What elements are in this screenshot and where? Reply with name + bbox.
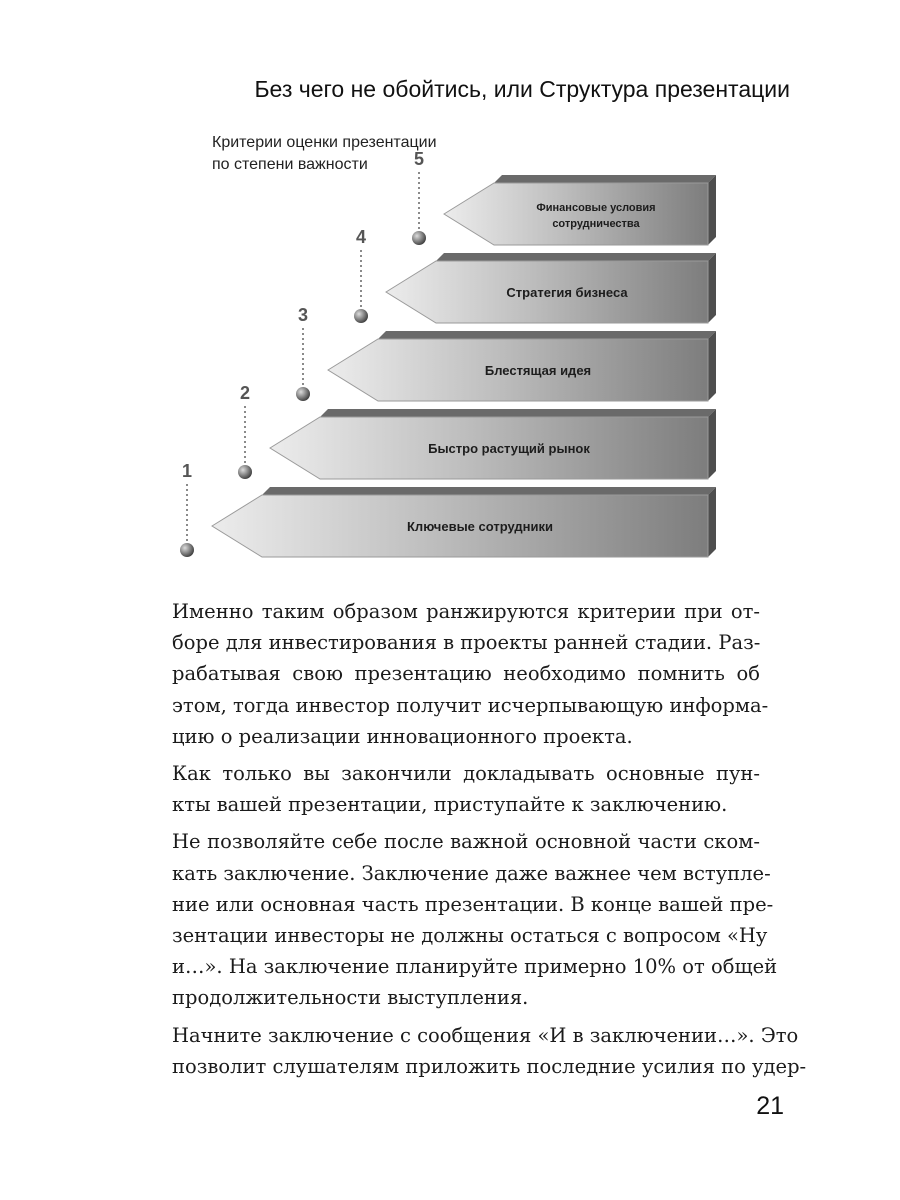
figure-caption-line: по степени важности xyxy=(212,156,368,173)
figure-caption-line: Критерии оценки презентации xyxy=(212,134,437,151)
text-line: цию о реализации инновационного проекта. xyxy=(172,724,633,748)
paragraph xyxy=(140,1020,807,1082)
level-side-face xyxy=(708,253,716,323)
level-arrow-face xyxy=(444,183,708,245)
level-ball-marker xyxy=(354,309,368,323)
level-label: Блестящая идея xyxy=(484,363,592,378)
level-ball-marker xyxy=(180,543,194,557)
text-line: боре для инвестирования в проекты ранней стадии. Раз- xyxy=(172,631,761,655)
level-ball-marker xyxy=(296,387,310,401)
level-rank-number: 5 xyxy=(413,149,425,169)
text-line: Как только вы закончили докладывать основные пун- xyxy=(172,762,760,786)
level-top-face xyxy=(494,175,716,183)
text-line: Не позволяйте себе после важной основной части ском- xyxy=(172,830,760,854)
level-rank-number: 2 xyxy=(239,383,251,403)
text-line: и…». На заключение планируйте примерно 10% от общей xyxy=(172,955,778,979)
text-line: Начните заключение с сообщения «И в заключении…». Это xyxy=(172,1023,799,1047)
paragraph xyxy=(140,826,778,1013)
level-ball-marker xyxy=(412,231,426,245)
level-top-face xyxy=(320,409,716,417)
level-top-face xyxy=(262,487,716,495)
level-top-face xyxy=(436,253,716,261)
body-text xyxy=(140,596,807,1088)
level-label: Стратегия бизнеса xyxy=(506,285,628,300)
level-rank-number: 1 xyxy=(181,461,193,481)
level-side-face xyxy=(708,331,716,401)
paragraph xyxy=(140,596,769,752)
level-ball-marker xyxy=(238,465,252,479)
running-head: Без чего не обойтись, или Структура презентации xyxy=(254,76,790,102)
level-top-face xyxy=(378,331,716,339)
page-number: 21 xyxy=(756,1092,784,1120)
text-line: кты вашей презентации, приступайте к заключению. xyxy=(172,793,728,817)
text-line: рабатывая свою презентацию необходимо помнить об xyxy=(172,662,760,686)
staircase-chart xyxy=(170,128,730,578)
text-line: позволит слушателям приложить последние усилия по удер- xyxy=(172,1054,807,1078)
text-line: Именно таким образом ранжируются критерии при от- xyxy=(172,600,760,623)
text-line: зентации инвесторы не должны остаться с вопросом «Ну xyxy=(172,924,768,948)
level-side-face xyxy=(708,175,716,245)
text-line: кать заключение. Заключение даже важнее чем вступле- xyxy=(172,861,771,885)
level-side-face xyxy=(708,487,716,557)
text-line: ние или основная часть презентации. В конце вашей пре- xyxy=(172,892,774,916)
text-line: этом, тогда инвестор получит исчерпывающую информа- xyxy=(172,693,769,717)
text-line: продолжительности выступления. xyxy=(172,986,529,1010)
importance-staircase-figure xyxy=(170,128,730,578)
level-label: Быстро растущий рынок xyxy=(428,441,590,456)
level-5 xyxy=(412,149,716,245)
level-label: Ключевые сотрудники xyxy=(407,519,553,534)
level-rank-number: 3 xyxy=(297,305,309,325)
level-rank-number: 4 xyxy=(355,227,367,247)
level-label: Финансовые условия сотрудничества xyxy=(536,202,656,230)
paragraph xyxy=(140,758,760,820)
level-side-face xyxy=(708,409,716,479)
